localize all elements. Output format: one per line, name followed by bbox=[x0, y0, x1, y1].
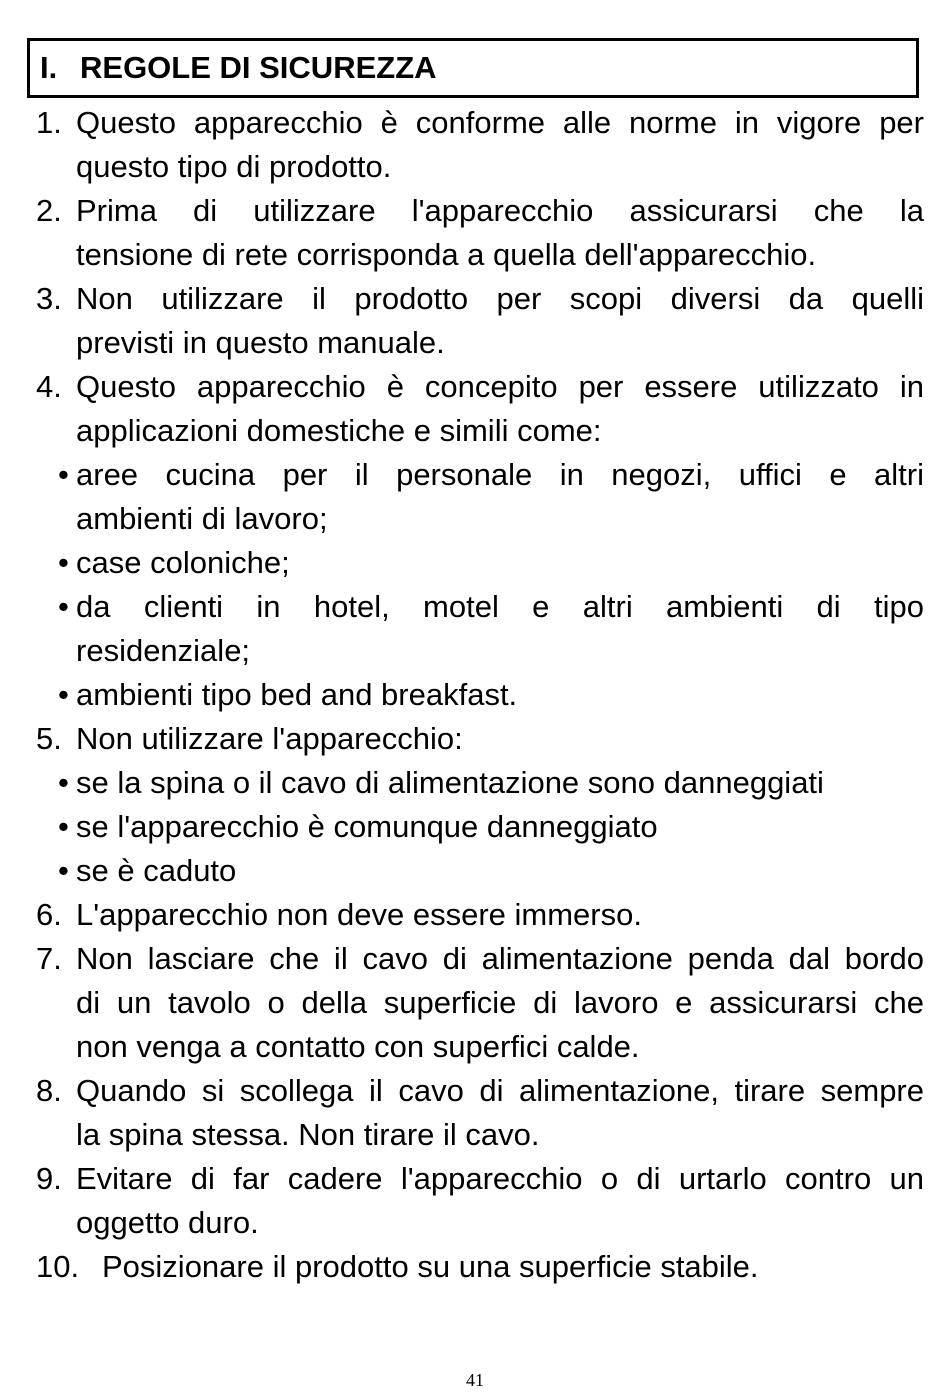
continuation-line bbox=[36, 629, 924, 673]
page-number: 41 bbox=[466, 1370, 484, 1390]
continuation-line bbox=[36, 981, 924, 1025]
continuation-line bbox=[36, 1201, 924, 1245]
bullet-icon: • bbox=[58, 457, 69, 492]
line-text: residenziale; bbox=[76, 633, 251, 668]
line-text: ambienti di lavoro; bbox=[76, 501, 328, 536]
section-heading bbox=[27, 38, 919, 98]
numbered-line bbox=[36, 277, 924, 321]
item-number: 1. bbox=[36, 105, 62, 140]
line-text: oggetto duro. bbox=[76, 1205, 259, 1240]
numbered-line bbox=[36, 1245, 924, 1289]
line-text: se la spina o il cavo di alimentazione sono danneggiati bbox=[76, 765, 824, 800]
continuation-line bbox=[36, 145, 924, 189]
numbered-line bbox=[36, 893, 924, 937]
numbered-line bbox=[36, 1069, 924, 1113]
continuation-line bbox=[36, 1113, 924, 1157]
line-text: ambienti tipo bed and breakfast. bbox=[76, 677, 518, 712]
continuation-line bbox=[36, 497, 924, 541]
line-text: di un tavolo o della superficie di lavoro e assicurarsi che bbox=[76, 985, 924, 1020]
line-text: Evitare di far cadere l'apparecchio o di urtarlo contro un bbox=[76, 1161, 924, 1196]
line-text: tensione di rete corrisponda a quella dell'apparecchio. bbox=[76, 237, 817, 272]
line-text: case coloniche; bbox=[76, 545, 290, 580]
line-text: la spina stessa. Non tirare il cavo. bbox=[76, 1117, 540, 1152]
line-text: Non utilizzare l'apparecchio: bbox=[76, 721, 463, 756]
line-text: aree cucina per il personale in negozi, uffici e altri bbox=[76, 457, 924, 492]
line-text: Questo apparecchio è conforme alle norme in vigore per bbox=[76, 105, 924, 140]
item-number: 4. bbox=[36, 369, 62, 404]
bullet-icon: • bbox=[58, 853, 69, 888]
item-number: 8. bbox=[36, 1073, 62, 1108]
item-number: 6. bbox=[36, 897, 62, 932]
item-number: 5. bbox=[36, 721, 62, 756]
line-text: se l'apparecchio è comunque danneggiato bbox=[76, 809, 658, 844]
line-text: se è caduto bbox=[76, 853, 237, 888]
numbered-line bbox=[36, 101, 924, 145]
numbered-line bbox=[36, 189, 924, 233]
line-text: Prima di utilizzare l'apparecchio assicurarsi che la bbox=[76, 193, 924, 228]
line-text: Questo apparecchio è concepito per essere utilizzato in bbox=[76, 369, 924, 404]
bullet-line bbox=[36, 673, 924, 717]
safety-rules-list bbox=[36, 101, 924, 1289]
line-text: questo tipo di prodotto. bbox=[76, 149, 392, 184]
item-number: 10. bbox=[36, 1249, 80, 1284]
numbered-line bbox=[36, 717, 924, 761]
bullet-icon: • bbox=[58, 545, 69, 580]
section-title: REGOLE DI SICUREZZA bbox=[80, 50, 437, 85]
bullet-line bbox=[36, 849, 924, 893]
section-number: I. bbox=[40, 50, 58, 85]
continuation-line bbox=[36, 1025, 924, 1069]
continuation-line bbox=[36, 233, 924, 277]
line-text: Quando si scollega il cavo di alimentazione, tirare sempre bbox=[76, 1073, 924, 1108]
item-number: 3. bbox=[36, 281, 62, 316]
item-number: 7. bbox=[36, 941, 62, 976]
numbered-line bbox=[36, 365, 924, 409]
line-text: da clienti in hotel, motel e altri ambienti di tipo bbox=[76, 589, 924, 624]
bullet-icon: • bbox=[58, 677, 69, 712]
bullet-icon: • bbox=[58, 765, 69, 800]
numbered-line bbox=[36, 1157, 924, 1201]
line-text: L'apparecchio non deve essere immerso. bbox=[76, 897, 642, 932]
continuation-line bbox=[36, 321, 924, 365]
item-number: 2. bbox=[36, 193, 62, 228]
bullet-line bbox=[36, 585, 924, 629]
line-text: applicazioni domestiche e simili come: bbox=[76, 413, 602, 448]
line-text: Posizionare il prodotto su una superficie stabile. bbox=[102, 1249, 759, 1284]
line-text: Non lasciare che il cavo di alimentazione penda dal bordo bbox=[76, 941, 924, 976]
bullet-icon: • bbox=[58, 809, 69, 844]
item-number: 9. bbox=[36, 1161, 62, 1196]
bullet-icon: • bbox=[58, 589, 69, 624]
continuation-line bbox=[36, 409, 924, 453]
numbered-line bbox=[36, 937, 924, 981]
line-text: non venga a contatto con superfici calde. bbox=[76, 1029, 640, 1064]
line-text: Non utilizzare il prodotto per scopi diversi da quelli bbox=[76, 281, 924, 316]
bullet-line bbox=[36, 453, 924, 497]
line-text: previsti in questo manuale. bbox=[76, 325, 445, 360]
bullet-line bbox=[36, 761, 924, 805]
bullet-line bbox=[36, 541, 924, 585]
bullet-line bbox=[36, 805, 924, 849]
